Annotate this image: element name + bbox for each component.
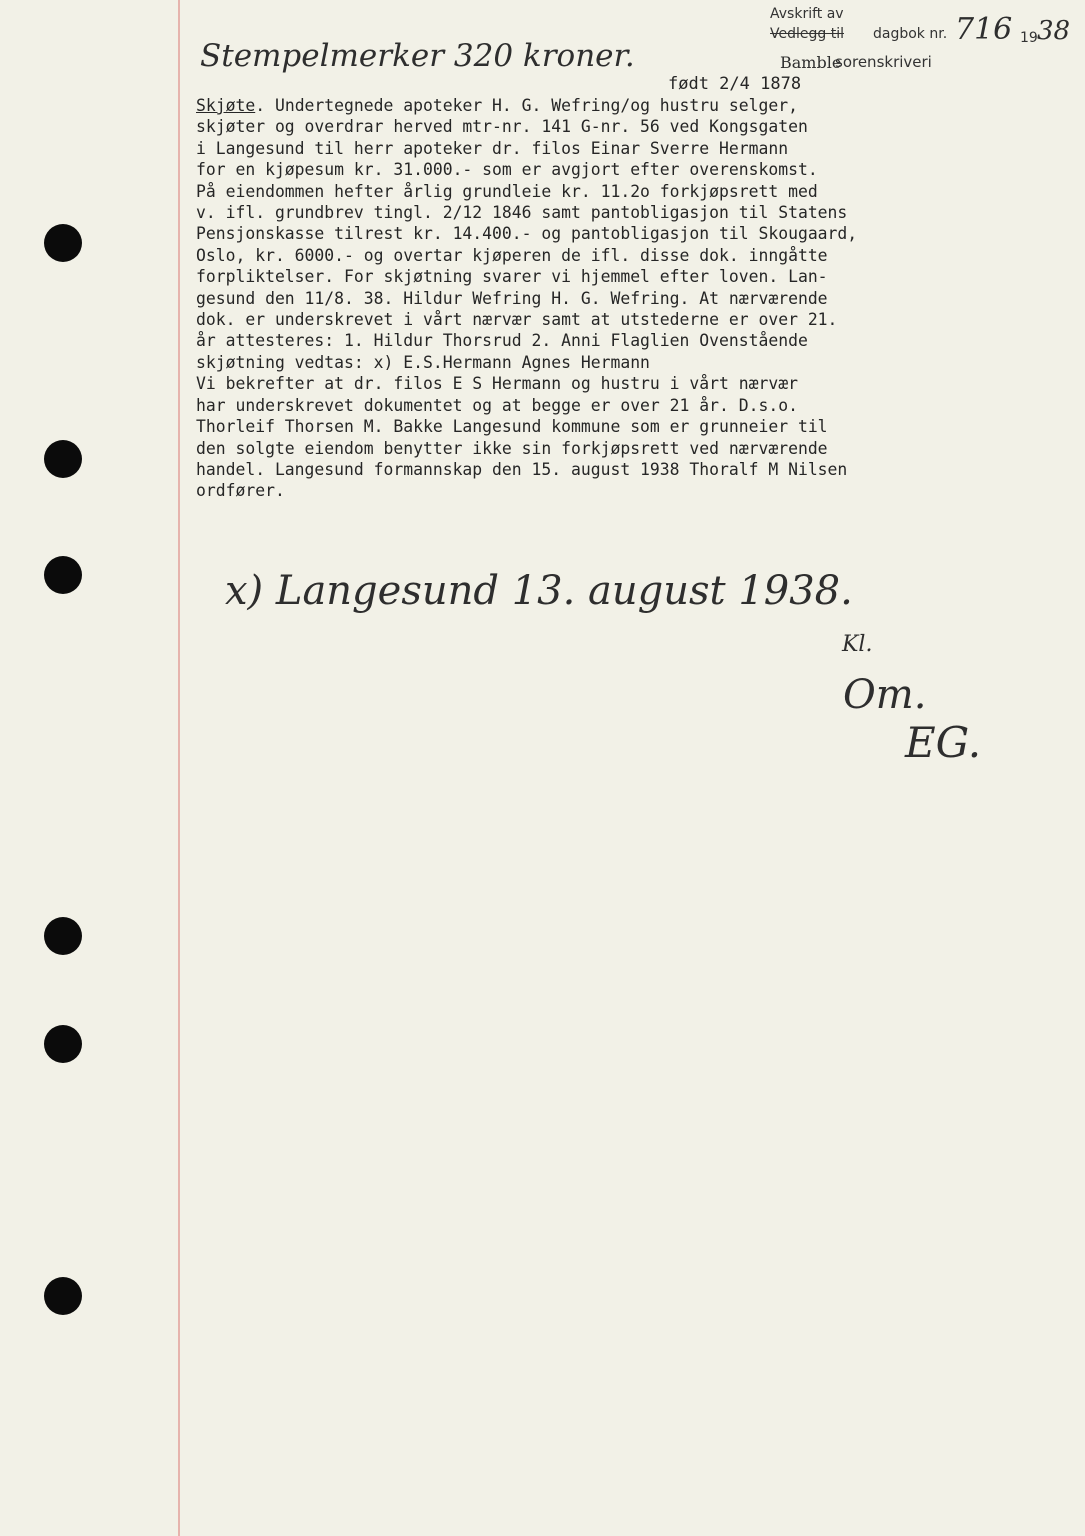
- deed-line: Pensjonskasse tilrest kr. 14.400.- og pantobligasjon til Skougaard,: [196, 224, 858, 244]
- year-prefix: 19: [1020, 30, 1038, 46]
- deed-line: forpliktelser. For skjøtning svarer vi hjemmel efter loven. Lan-: [196, 267, 828, 287]
- office-name-print: sorenskriveri: [835, 53, 932, 71]
- deed-line: år attesteres: 1. Hildur Thorsrud 2. Anni Flaglien Ovenstående: [196, 331, 808, 351]
- deed-line: har underskrevet dokumentet og at begge er over 21 år. D.s.o.: [196, 395, 798, 415]
- initials-eg: EG.: [905, 718, 982, 767]
- deed-first-line: Skjøte. Undertegnede apoteker H. G. Wefring/og hustru selger,: [196, 96, 798, 115]
- birth-note: født 2/4 1878: [668, 74, 802, 94]
- stamp-copy-label: Avskrift av: [770, 6, 844, 22]
- stamp-attachment-label: Vedlegg til: [770, 26, 844, 42]
- deed-line: for en kjøpesum kr. 31.000.- som er avgjort efter overenskomst.: [196, 160, 818, 180]
- deed-line: Thorleif Thorsen M. Bakke Langesund kommune som er grunneier til: [196, 417, 828, 437]
- deed-line: Vi bekrefter at dr. filos E S Hermann og hustru i vårt nærvær: [196, 374, 798, 394]
- deed-line: i Langesund til herr apoteker dr. filos Einar Sverre Hermann: [196, 138, 789, 158]
- punch-hole-6: [44, 1277, 82, 1315]
- deed-line: v. ifl. grundbrev tingl. 2/12 1846 samt pantobligasjon til Statens: [196, 203, 848, 223]
- office-name-hand: Bamble: [780, 53, 842, 72]
- punch-hole-5: [44, 1025, 82, 1063]
- punch-hole-4: [44, 917, 82, 955]
- deed-line: skjøtning vedtas: x) E.S.Hermann Agnes Hermann: [196, 352, 650, 372]
- initials-kl: Kl.: [842, 632, 873, 657]
- deed-line: På eiendommen hefter årlig grundleie kr. 11.2o forkjøpsrett med: [196, 181, 818, 201]
- deed-line: Oslo, kr. 6000.- og overtar kjøperen de ifl. disse dok. inngåtte: [196, 245, 828, 265]
- punch-hole-1: [44, 224, 82, 262]
- punch-hole-3: [44, 556, 82, 594]
- punch-hole-2: [44, 440, 82, 478]
- year-suffix: 38: [1037, 16, 1071, 46]
- deed-line: dok. er underskrevet i vårt nærvær samt at utstederne er over 21.: [196, 310, 838, 330]
- diary-number-label: dagbok nr.: [873, 26, 948, 42]
- diary-number: 716: [955, 12, 1013, 47]
- deed-line: den solgte eiendom benytter ikke sin forkjøpsrett ved nærværende: [196, 438, 828, 458]
- stamp-fee-note: Stempelmerker 320 kroner.: [200, 38, 635, 74]
- deed-line: handel. Langesund formannskap den 15. august 1938 Thoralf M Nilsen: [196, 459, 848, 479]
- deed-line: ordfører.: [196, 481, 285, 501]
- deed-title: Skjøte: [196, 96, 256, 115]
- red-margin-line: [178, 0, 180, 1536]
- deed-line: skjøter og overdrar herved mtr-nr. 141 G-nr. 56 ved Kongsgaten: [196, 117, 808, 137]
- deed-line: gesund den 11/8. 38. Hildur Wefring H. G. Wefring. At nærværende: [196, 288, 828, 308]
- initials-om: Om.: [843, 672, 927, 718]
- deed-body: [196, 95, 1046, 502]
- handwritten-place-date: x) Langesund 13. august 1938.: [225, 568, 853, 614]
